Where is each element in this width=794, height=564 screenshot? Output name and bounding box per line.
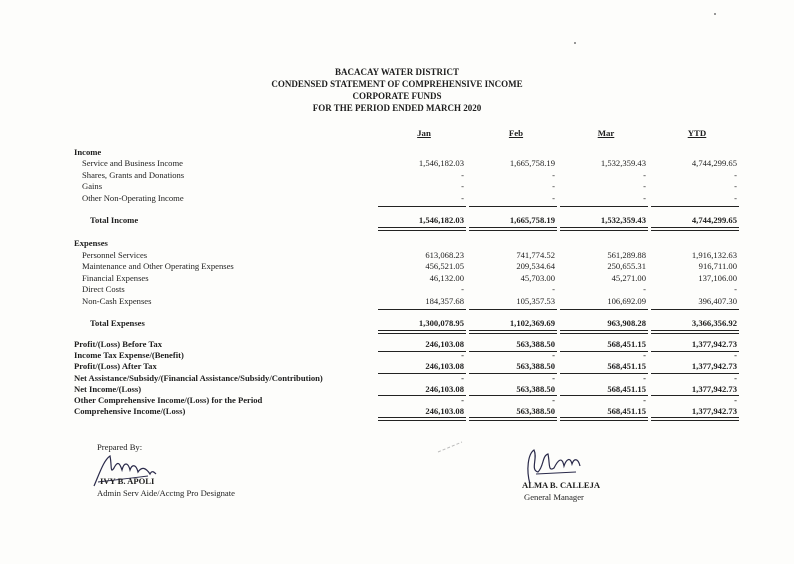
income-row-label: Gains — [82, 181, 103, 191]
summary-row-value: - — [552, 373, 555, 383]
expense-row-value: - — [461, 284, 464, 294]
double-underline — [469, 330, 557, 334]
summary-row-value: 246,103.08 — [425, 406, 464, 416]
summary-row-value: 563,388.50 — [516, 361, 555, 371]
double-underline — [469, 227, 557, 231]
expense-row-value: 396,407.30 — [698, 296, 737, 306]
summary-row-label: Net Income/(Loss) — [74, 384, 142, 394]
expense-row-value: 106,692.09 — [607, 296, 646, 306]
income-row-value: - — [643, 181, 646, 191]
income-row-value: 4,744,299.65 — [691, 158, 737, 168]
underline — [651, 351, 739, 352]
column-header-jan: Jan — [417, 128, 431, 138]
underline — [378, 206, 466, 207]
income-row-value: - — [643, 170, 646, 180]
preparer-title: Admin Serv Aide/Acctng Pro Designate — [97, 488, 235, 498]
double-underline — [560, 227, 648, 231]
underline — [651, 206, 739, 207]
underline — [651, 373, 739, 374]
expense-row-value: 741,774.52 — [516, 250, 555, 260]
preparer-name: IVY B. APOLI — [100, 476, 155, 486]
total-income-value: 1,532,359.43 — [600, 215, 646, 225]
total-income-value: 1,665,758.19 — [509, 215, 555, 225]
expense-row-value: 46,132.00 — [429, 273, 464, 283]
income-row-label: Other Non-Operating Income — [82, 193, 184, 203]
column-header-mar: Mar — [597, 128, 615, 138]
double-underline — [560, 417, 648, 421]
income-row-value: 1,665,758.19 — [509, 158, 555, 168]
underline — [651, 395, 739, 396]
double-underline — [560, 330, 648, 334]
summary-row-value: 246,103.08 — [425, 339, 464, 349]
summary-row-label: Profit/(Loss) After Tax — [74, 361, 157, 371]
underline — [469, 373, 557, 374]
double-underline — [378, 417, 466, 421]
summary-row-value: - — [643, 350, 646, 360]
summary-row-value: 563,388.50 — [516, 339, 555, 349]
approver-name: ALMA B. CALLEJA — [522, 480, 601, 490]
underline — [469, 309, 557, 310]
statement-title: CONDENSED STATEMENT OF COMPREHENSIVE INCOME — [271, 79, 523, 89]
summary-row-label: Profit/(Loss) Before Tax — [74, 339, 163, 349]
double-underline — [378, 330, 466, 334]
expense-row-value: 916,711.00 — [698, 261, 737, 271]
double-underline — [378, 227, 466, 231]
expense-row-label: Direct Costs — [82, 284, 125, 294]
total-income-label: Total Income — [90, 215, 139, 225]
summary-row-value: 568,451.15 — [607, 384, 646, 394]
summary-row-value: 246,103.08 — [425, 361, 464, 371]
underline — [378, 373, 466, 374]
expense-row-value: - — [734, 284, 737, 294]
expense-row-label: Financial Expenses — [82, 273, 149, 283]
expense-row-value: - — [552, 284, 555, 294]
expense-row-value: 456,521.05 — [425, 261, 464, 271]
underline — [469, 351, 557, 352]
org-name: BACACAY WATER DISTRICT — [334, 67, 460, 77]
summary-row-value: - — [461, 373, 464, 383]
summary-row-label: Comprehensive Income/(Loss) — [74, 406, 186, 416]
fund-name: CORPORATE FUNDS — [352, 91, 442, 101]
summary-row-label: Income Tax Expense/(Benefit) — [74, 350, 184, 360]
summary-row-value: - — [461, 350, 464, 360]
summary-row-label: Net Assistance/Subsidy/(Financial Assistance/Subsidy/Contribution) — [74, 373, 323, 383]
underline — [560, 395, 648, 396]
summary-row-value: - — [552, 395, 555, 405]
expense-row-value: 184,357.68 — [425, 296, 464, 306]
underline — [651, 309, 739, 310]
scan-speck — [574, 42, 576, 44]
income-row-value: - — [461, 181, 464, 191]
underline — [378, 309, 466, 310]
underline — [469, 395, 557, 396]
summary-row-value: - — [734, 395, 737, 405]
summary-row-value: 568,451.15 — [607, 361, 646, 371]
summary-row-value: - — [461, 395, 464, 405]
expense-row-value: 561,289.88 — [607, 250, 646, 260]
total-income-value: 1,546,182.03 — [418, 215, 464, 225]
expense-row-value: 250,655.31 — [607, 261, 646, 271]
income-row-value: - — [552, 193, 555, 203]
prepared-by-label: Prepared By: — [97, 442, 143, 452]
summary-row-label: Other Comprehensive Income/(Loss) for the Period — [74, 395, 263, 405]
total-income-value: 4,744,299.65 — [691, 215, 737, 225]
summary-row-value: - — [643, 373, 646, 383]
expense-row-value: 613,068.23 — [425, 250, 464, 260]
income-row-value: - — [552, 170, 555, 180]
column-header-ytd: YTD — [687, 128, 707, 138]
summary-row-value: 1,377,942.73 — [691, 384, 737, 394]
income-row-value: - — [734, 193, 737, 203]
scan-speck — [714, 13, 716, 15]
income-row-value: - — [734, 181, 737, 191]
income-row-label: Shares, Grants and Donations — [82, 170, 185, 180]
summary-row-value: - — [643, 395, 646, 405]
period: FOR THE PERIOD ENDED MARCH 2020 — [312, 103, 482, 113]
total-expenses-value: 963,908.28 — [607, 318, 646, 328]
column-header-feb: Feb — [508, 128, 524, 138]
total-expenses-value: 3,366,356.92 — [691, 318, 737, 328]
income-row-value: 1,546,182.03 — [418, 158, 464, 168]
income-row-value: - — [643, 193, 646, 203]
summary-row-value: - — [734, 350, 737, 360]
summary-row-value: 568,451.15 — [607, 406, 646, 416]
income-row-value: - — [734, 170, 737, 180]
total-expenses-value: 1,300,078.95 — [418, 318, 464, 328]
underline — [378, 351, 466, 352]
summary-row-value: 246,103.08 — [425, 384, 464, 394]
double-underline — [469, 417, 557, 421]
summary-row-value: 568,451.15 — [607, 339, 646, 349]
income-row-value: - — [461, 170, 464, 180]
income-row-value: 1,532,359.43 — [600, 158, 646, 168]
expense-row-value: - — [643, 284, 646, 294]
expense-row-value: 105,357.53 — [516, 296, 555, 306]
double-underline — [651, 227, 739, 231]
double-underline — [651, 330, 739, 334]
scan-mark — [436, 440, 466, 454]
expense-row-value: 137,106.00 — [698, 273, 737, 283]
underline — [378, 395, 466, 396]
expenses-heading: Expenses — [74, 238, 108, 248]
expense-row-value: 209,534.64 — [516, 261, 555, 271]
expense-row-label: Maintenance and Other Operating Expenses — [82, 261, 234, 271]
expense-row-label: Personnel Services — [82, 250, 148, 260]
summary-row-value: 1,377,942.73 — [691, 361, 737, 371]
income-row-value: - — [552, 181, 555, 191]
underline — [560, 373, 648, 374]
expense-row-value: 45,271.00 — [611, 273, 646, 283]
total-expenses-value: 1,102,369.69 — [509, 318, 555, 328]
income-row-label: Service and Business Income — [82, 158, 183, 168]
approver-title: General Manager — [524, 492, 584, 502]
income-row-value: - — [461, 193, 464, 203]
income-heading: Income — [74, 147, 102, 157]
summary-row-value: 1,377,942.73 — [691, 339, 737, 349]
total-expenses-label: Total Expenses — [90, 318, 145, 328]
summary-row-value: - — [552, 350, 555, 360]
underline — [560, 309, 648, 310]
summary-row-value: 1,377,942.73 — [691, 406, 737, 416]
underline — [560, 351, 648, 352]
summary-row-value: - — [734, 373, 737, 383]
double-underline — [651, 417, 739, 421]
summary-row-value: 563,388.50 — [516, 384, 555, 394]
underline — [560, 206, 648, 207]
expense-row-label: Non-Cash Expenses — [82, 296, 152, 306]
underline — [469, 206, 557, 207]
expense-row-value: 45,703.00 — [520, 273, 555, 283]
expense-row-value: 1,916,132.63 — [691, 250, 737, 260]
summary-row-value: 563,388.50 — [516, 406, 555, 416]
